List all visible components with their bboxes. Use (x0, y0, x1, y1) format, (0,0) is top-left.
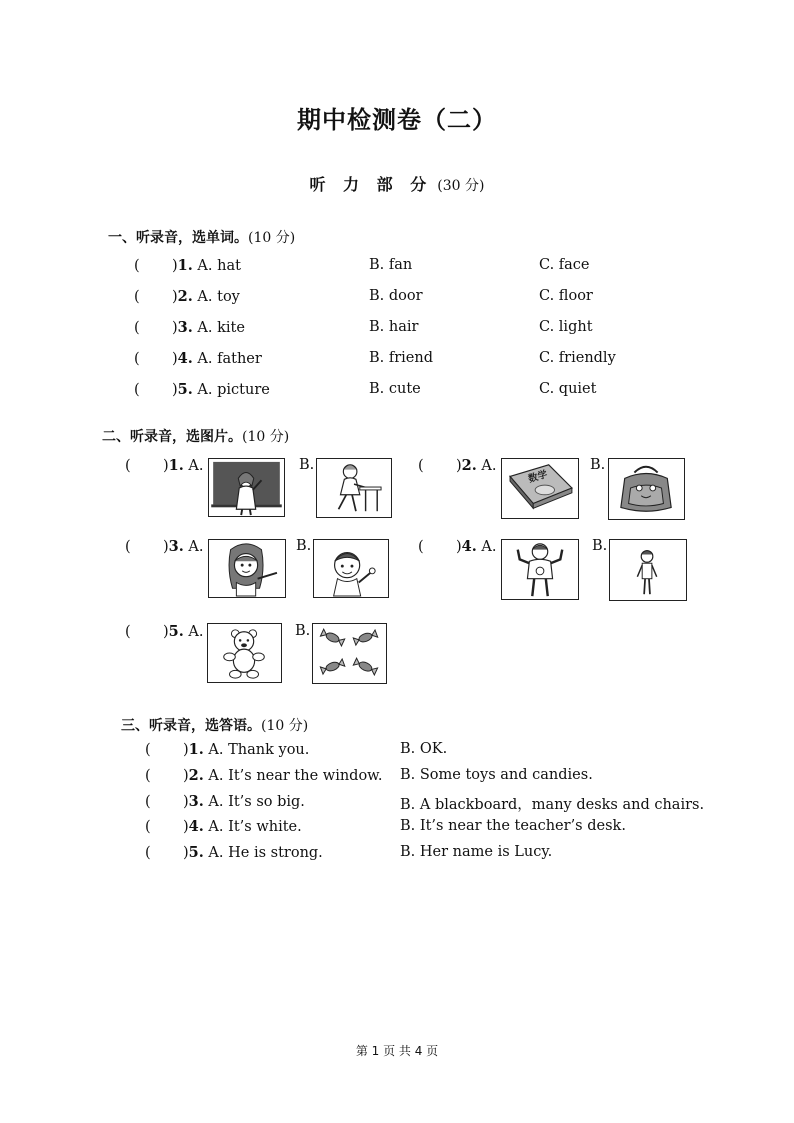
math-book-picture[interactable] (501, 458, 579, 519)
option-a: A. He is strong. (208, 845, 323, 861)
section2-heading-text: 二、听录音，选图片。 (102, 429, 242, 445)
section3-heading-text: 三、听录音，选答语。 (121, 718, 261, 734)
option-a: A. hat (197, 258, 241, 274)
s1-item-2: ( )2. A. toy (134, 288, 240, 305)
option-a: A. picture (197, 382, 270, 398)
s3-item-2: ( )2. A. It’s near the window. (145, 767, 383, 784)
option-a: A. Thank you. (208, 742, 310, 758)
option-a: A. father (197, 351, 262, 367)
s2-item-5: ( )5. A. (125, 623, 204, 640)
exam-title: 期中检测卷（二） (297, 106, 497, 134)
section1-heading (108, 227, 295, 247)
answer-blank[interactable]: ( (134, 258, 140, 274)
section3-score: (10 分) (261, 718, 309, 734)
section1-heading-text: 一、听录音，选单词。 (108, 230, 248, 246)
item-number: 2. (461, 457, 477, 474)
answer-blank[interactable]: ( (418, 458, 424, 474)
option-b: B. A blackboard，many desks and chairs. (400, 797, 705, 813)
option-a: A. It’s white. (208, 819, 302, 835)
item-number: 2. (188, 767, 204, 784)
item-number: 5. (188, 844, 204, 861)
option-a: A. It’s so big. (208, 794, 305, 810)
schoolbag-picture[interactable] (608, 458, 685, 520)
s3-item-1: ( )1. A. Thank you. (145, 741, 310, 758)
s1-item-5: ( )5. A. picture (134, 381, 270, 398)
item-number: 1. (177, 257, 193, 274)
listening-part-score: (30 分) (437, 178, 485, 194)
option-b-label: B. (590, 457, 606, 473)
section2-score: (10 分) (242, 429, 290, 445)
girl-at-desk-picture[interactable] (316, 458, 392, 518)
s1-item-4: ( )4. A. father (134, 350, 262, 367)
option-b: B. OK. (400, 741, 448, 757)
s1-item-1: ( )1. A. hat (134, 257, 241, 274)
item-number: 4. (461, 538, 477, 555)
option-c: C. floor (539, 288, 593, 304)
girl-at-blackboard-picture[interactable] (208, 458, 285, 517)
option-c: C. light (539, 319, 593, 335)
option-b: B. cute (369, 381, 421, 397)
item-number: 1. (168, 457, 184, 474)
s3-item-5: ( )5. A. He is strong. (145, 844, 323, 861)
strong-boy-picture[interactable] (501, 539, 579, 600)
s3-item-3: ( )3. A. It’s so big. (145, 793, 305, 810)
option-a-label: A. (188, 458, 204, 474)
item-number: 5. (168, 623, 184, 640)
teddy-bear-picture[interactable] (207, 623, 282, 683)
option-c: C. face (539, 257, 590, 273)
option-b: B. hair (369, 319, 419, 335)
section3-heading (121, 715, 308, 735)
option-c: C. quiet (539, 381, 597, 397)
option-c: C. friendly (539, 350, 616, 366)
answer-blank[interactable]: ( (125, 624, 131, 640)
answer-blank[interactable]: ( (145, 794, 151, 810)
item-number: 1. (188, 741, 204, 758)
item-number: 3. (168, 538, 184, 555)
answer-blank[interactable]: ( (418, 539, 424, 555)
section2-heading (102, 426, 289, 446)
page-footer: 第 1 页 共 4 页 (355, 1044, 439, 1058)
answer-blank[interactable]: ( (125, 539, 131, 555)
option-b: B. fan (369, 257, 413, 273)
option-b-label: B. (299, 457, 315, 473)
item-number: 3. (188, 793, 204, 810)
s2-item-2: ( )2. A. (418, 457, 497, 474)
s2-item-4: ( )4. A. (418, 538, 497, 555)
listening-part-heading (0, 172, 794, 195)
option-b: B. friend (369, 350, 434, 366)
answer-blank[interactable]: ( (134, 320, 140, 336)
option-b-label: B. (295, 623, 311, 639)
answer-blank[interactable]: ( (145, 819, 151, 835)
option-b-label: B. (296, 538, 312, 554)
option-a: A. toy (197, 289, 240, 305)
option-a-label: A. (481, 458, 497, 474)
answer-blank[interactable]: ( (134, 289, 140, 305)
answer-blank[interactable]: ( (145, 768, 151, 784)
answer-blank[interactable]: ( (125, 458, 131, 474)
section1-score: (10 分) (248, 230, 296, 246)
s3-item-4: ( )4. A. It’s white. (145, 818, 302, 835)
option-a-label: A. (481, 539, 497, 555)
long-haired-girl-picture[interactable] (208, 539, 286, 598)
item-number: 2. (177, 288, 193, 305)
option-b-label: B. (592, 538, 608, 554)
s2-item-3: ( )3. A. (125, 538, 204, 555)
thin-boy-picture[interactable] (609, 539, 687, 601)
option-b: B. Some toys and candies. (400, 767, 593, 783)
candies-picture[interactable] (312, 623, 387, 684)
option-b: B. Her name is Lucy. (400, 844, 553, 860)
option-a-label: A. (188, 539, 204, 555)
item-number: 4. (177, 350, 193, 367)
option-b: B. It’s near the teacher’s desk. (400, 818, 626, 834)
book-cover-text: 数学 (527, 469, 549, 486)
option-a-label: A. (188, 624, 204, 640)
short-haired-boy-picture[interactable] (313, 539, 389, 598)
option-a: A. kite (197, 320, 245, 336)
item-number: 5. (177, 381, 193, 398)
option-b: B. door (369, 288, 423, 304)
listening-part-label: 听 力 部 分 (309, 175, 433, 194)
item-number: 3. (177, 319, 193, 336)
item-number: 4. (188, 818, 204, 835)
s1-item-3: ( )3. A. kite (134, 319, 245, 336)
s2-item-1: ( )1. A. (125, 457, 204, 474)
answer-blank[interactable]: ( (134, 382, 140, 398)
answer-blank[interactable]: ( (145, 742, 151, 758)
option-a: A. It’s near the window. (208, 768, 383, 784)
answer-blank[interactable]: ( (145, 845, 151, 861)
answer-blank[interactable]: ( (134, 351, 140, 367)
